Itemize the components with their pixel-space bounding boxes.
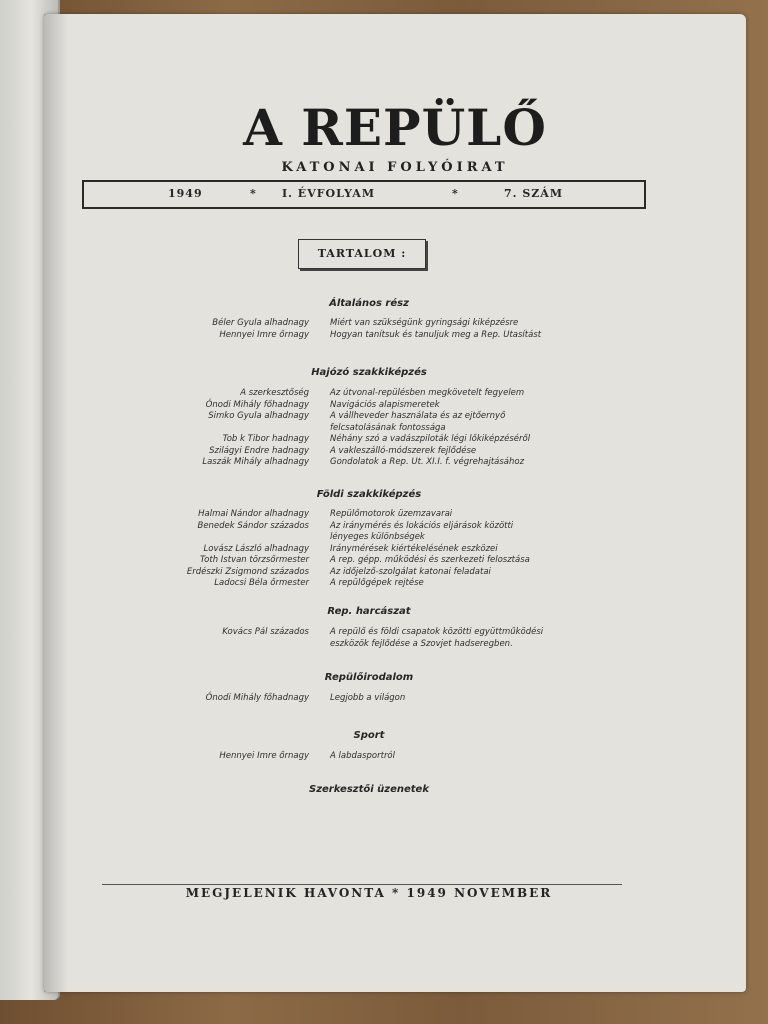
entry-title: eszközök fejlődése a Szovjet hadseregben.	[330, 638, 513, 649]
entry-title: A vakleszálló-módszerek fejlődése	[330, 445, 477, 456]
entry-title: A labdasportról	[330, 751, 395, 761]
toc-entry	[44, 693, 746, 705]
section-heading: Rep. harcászat	[327, 606, 411, 617]
toc-entry	[44, 446, 746, 458]
magazine-subtitle: KATONAI FOLYÓIRAT	[281, 160, 509, 175]
toc-entry	[44, 330, 746, 342]
toc-entry	[44, 509, 746, 521]
toc-entry	[44, 318, 746, 330]
toc-entry	[44, 457, 746, 469]
section-heading: Hajózó szakkiképzés	[311, 367, 427, 378]
entry-author: Toth Istvan törzsőrmester	[200, 555, 309, 565]
entry-title: lényeges különbségek	[330, 532, 425, 542]
issue-separator: *	[452, 187, 459, 200]
toc-entry	[44, 567, 746, 579]
entry-title: A repülőgépek rejtése	[330, 578, 424, 588]
entry-title: Hogyan tanítsuk és tanuljuk meg a Rep. Utasítást	[330, 329, 542, 340]
entry-author: Ónodi Mihály főhadnagy	[205, 399, 309, 410]
entry-title: A rep. gépp. működési és szerkezeti felosztása	[330, 555, 530, 565]
toc-entry	[44, 411, 746, 423]
toc-entry	[44, 400, 746, 412]
entry-author: Lovász László alhadnagy	[203, 543, 309, 554]
entry-author: Halmai Nándor alhadnagy	[198, 509, 309, 519]
entry-author: Szilágyi Endre hadnagy	[209, 445, 309, 456]
entry-author: Hennyei Imre őrnagy	[219, 751, 309, 761]
entry-title: Az időjelző-szolgálat katonai feladatai	[330, 566, 491, 577]
section-heading: Szerkesztői üzenetek	[309, 784, 429, 795]
toc-entry	[44, 751, 746, 763]
entry-author: Erdészki Zsigmond százados	[186, 566, 309, 577]
entry-title: Legjobb a világon	[330, 693, 406, 703]
entry-author: Laszák Mihály alhadnagy	[202, 457, 309, 467]
section-heading: Repülőirodalom	[324, 672, 414, 683]
entry-title: Gondolatok a Rep. Ut. XI.I. f. végrehajtásához	[330, 457, 525, 467]
toc-entry	[44, 627, 746, 639]
table-of-contents-heading: TARTALOM :	[298, 239, 426, 269]
toc-entry	[44, 544, 746, 556]
entry-author: Ónodi Mihály főhadnagy	[205, 693, 309, 703]
issue-separator: *	[250, 187, 257, 200]
section-heading: Sport	[353, 730, 385, 741]
entry-title: Repülőmotorok üzemzavarai	[330, 509, 453, 519]
entry-author: Simko Gyula alhadnagy	[208, 411, 309, 421]
entry-title: Az iránymérés és lokációs eljárások közötti	[330, 520, 514, 531]
entry-title: Navigációs alapismeretek	[330, 399, 440, 410]
entry-author: Tob k Tibor hadnagy	[222, 434, 309, 444]
toc-entry	[44, 555, 746, 567]
toc-entry	[44, 578, 746, 590]
entry-title: Néhány szó a vadászpiloták légi lőkiképzéséről	[330, 434, 531, 444]
entry-author: A szerkesztőség	[240, 388, 309, 398]
issue-year: 1949	[168, 187, 203, 200]
entry-title: Az útvonal-repülésben megkövetelt fegyelem	[330, 388, 525, 398]
entry-author: Hennyei Imre őrnagy	[219, 329, 309, 340]
magazine-page	[44, 14, 746, 992]
toc-entry	[44, 639, 746, 651]
issue-number: 7. SZÁM	[504, 187, 563, 200]
toc-entry	[44, 434, 746, 446]
entry-author: Benedek Sándor százados	[197, 520, 309, 531]
publication-footer: MEGJELENIK HAVONTA * 1949 NOVEMBER	[185, 886, 553, 900]
issue-volume: I. ÉVFOLYAM	[282, 187, 376, 200]
entry-author: Kovács Pál százados	[222, 627, 309, 637]
section-heading: Általános rész	[329, 298, 409, 309]
section-heading: Földi szakkiképzés	[316, 489, 422, 500]
toc-entry	[44, 521, 746, 533]
entry-author: Béler Gyula alhadnagy	[212, 318, 309, 328]
issue-info-bar	[82, 180, 646, 209]
entry-title: Miért van szükségünk gyringsági kiképzésre	[330, 318, 519, 328]
toc-entry	[44, 532, 746, 544]
toc-entry	[44, 423, 746, 435]
footer-rule	[102, 884, 622, 885]
entry-author: Ladocsi Béla őrmester	[214, 578, 309, 588]
toc-entry	[44, 388, 746, 400]
entry-title: A vállheveder használata és az ejtőernyő	[330, 411, 506, 421]
entry-title: A repülő és földi csapatok közötti együttműködési	[330, 627, 544, 637]
entry-title: Iránymérések kiértékelésének eszközei	[330, 543, 498, 554]
magazine-title: A REPÜLŐ	[243, 98, 547, 157]
entry-title: felcsatolásának fontossága	[330, 422, 446, 433]
